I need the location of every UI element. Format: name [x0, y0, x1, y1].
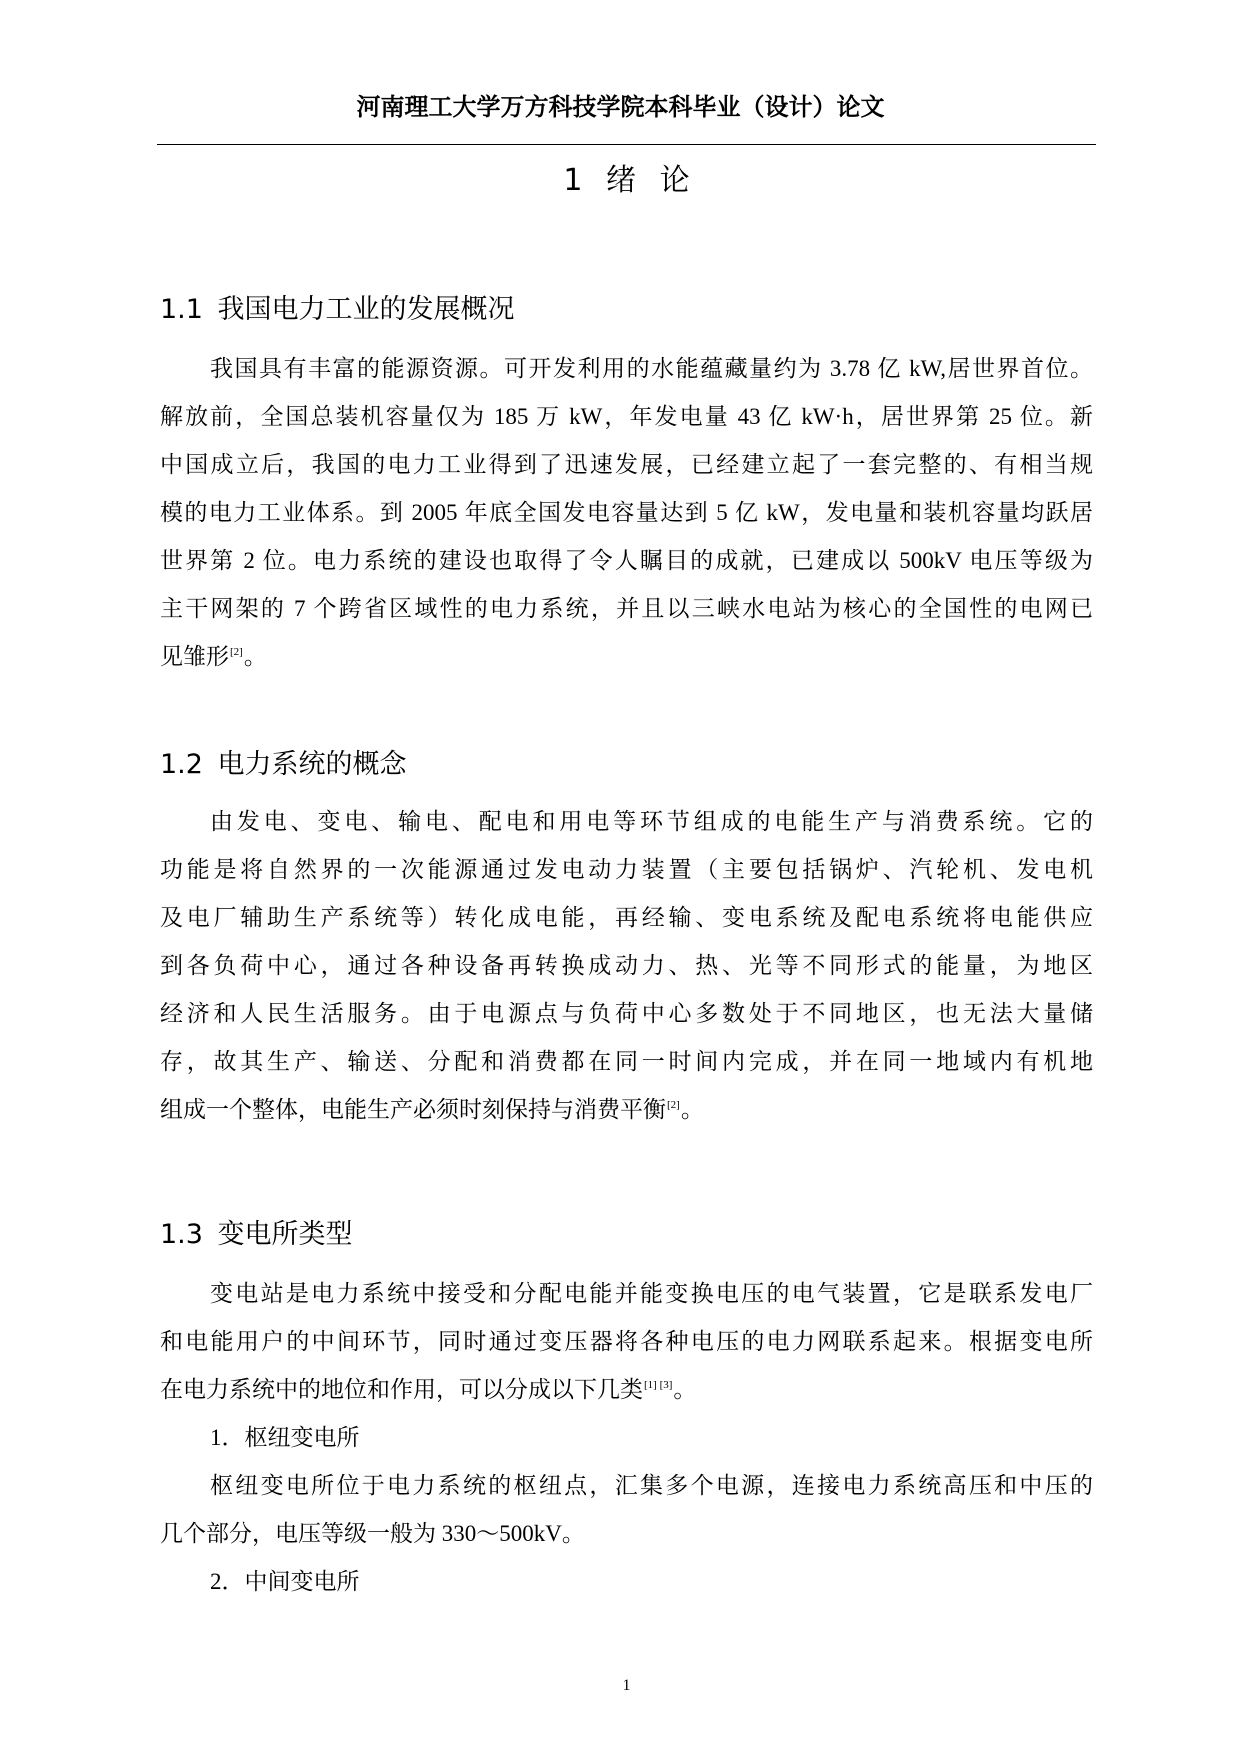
line-text: 组成一个整体，电能生产必须时刻保持与消费平衡	[160, 1097, 666, 1122]
paragraph-line: 我国具有丰富的能源资源。可开发利用的水能蕴藏量约为 3.78 亿 kW,居世界首位。	[210, 356, 1093, 381]
page-number: 1	[622, 1677, 631, 1694]
paragraph-last-line	[160, 1086, 1093, 1134]
paragraph-line: 世界第 2 位。电力系统的建设也取得了令人瞩目的成就，已建成以 500kV 电压等级为	[160, 548, 1093, 573]
paragraph-line: 枢纽变电所位于电力系统的枢纽点，汇集多个电源，连接电力系统高压和中压的	[210, 1473, 1093, 1498]
line-tail: 。	[680, 1097, 704, 1122]
citation-marker: [1] [3]	[644, 1379, 673, 1391]
paragraph-line: 和电能用户的中间环节，同时通过变压器将各种电压的电力网联系起来。根据变电所	[160, 1329, 1093, 1354]
paragraph-last-line	[160, 633, 1093, 681]
section-1-2-paragraph	[160, 798, 1093, 1134]
line-text: 见雏形	[160, 644, 229, 669]
chapter-title: 1 绪 论	[563, 163, 690, 198]
list-item-title: 1．枢纽变电所	[210, 1425, 360, 1450]
section-1-3-body	[160, 1270, 1093, 1606]
section-heading-1-3: 1.3 变电所类型	[160, 1219, 353, 1250]
paragraph-line: 存，故其生产、输送、分配和消费都在同一时间内完成，并在同一地域内有机地	[160, 1049, 1093, 1074]
running-header-title: 河南理工大学万方科技学院本科毕业（设计）论文	[356, 95, 885, 121]
paragraph-line: 主干网架的 7 个跨省区域性的电力系统，并且以三峡水电站为核心的全国性的电网已	[160, 596, 1093, 621]
list-item-title: 2．中间变电所	[210, 1569, 360, 1594]
section-1-1-paragraph	[160, 345, 1093, 681]
section-heading-1-2: 1.2 电力系统的概念	[160, 749, 407, 780]
paragraph-line: 到各负荷中心，通过各种设备再转换成动力、热、光等不同形式的能量，为地区	[160, 953, 1093, 978]
paragraph-last-line: 几个部分，电压等级一般为 330～500kV。	[160, 1521, 585, 1546]
paragraph-line: 变电站是电力系统中接受和分配电能并能变换电压的电气装置，它是联系发电厂	[210, 1281, 1093, 1306]
header-rule	[157, 144, 1096, 145]
paragraph-line: 模的电力工业体系。到 2005 年底全国发电容量达到 5 亿 kW，发电量和装机容量均跃居	[160, 500, 1093, 525]
paragraph-line: 由发电、变电、输电、配电和用电等环节组成的电能生产与消费系统。它的	[210, 809, 1093, 834]
paragraph-line: 经济和人民生活服务。由于电源点与负荷中心多数处于不同地区，也无法大量储	[160, 1001, 1093, 1026]
paragraph-line: 功能是将自然界的一次能源通过发电动力装置（主要包括锅炉、汽轮机、发电机	[160, 857, 1093, 882]
paragraph-line: 中国成立后，我国的电力工业得到了迅速发展，已经建立起了一套完整的、有相当规	[160, 452, 1093, 477]
section-heading-1-1: 1.1 我国电力工业的发展概况	[160, 294, 515, 325]
paragraph-last-line	[160, 1366, 1093, 1414]
line-tail: 。	[243, 644, 267, 669]
citation-marker: [2]	[230, 646, 243, 658]
paragraph-line: 解放前，全国总装机容量仅为 185 万 kW，年发电量 43 亿 kW·h，居世界第 25 位。新	[160, 404, 1093, 429]
paragraph-line: 及电厂辅助生产系统等）转化成电能，再经输、变电系统及配电系统将电能供应	[160, 905, 1093, 930]
citation-marker: [2]	[667, 1099, 680, 1111]
line-text: 在电力系统中的地位和作用，可以分成以下几类	[160, 1377, 643, 1402]
line-tail: 。	[673, 1377, 697, 1402]
